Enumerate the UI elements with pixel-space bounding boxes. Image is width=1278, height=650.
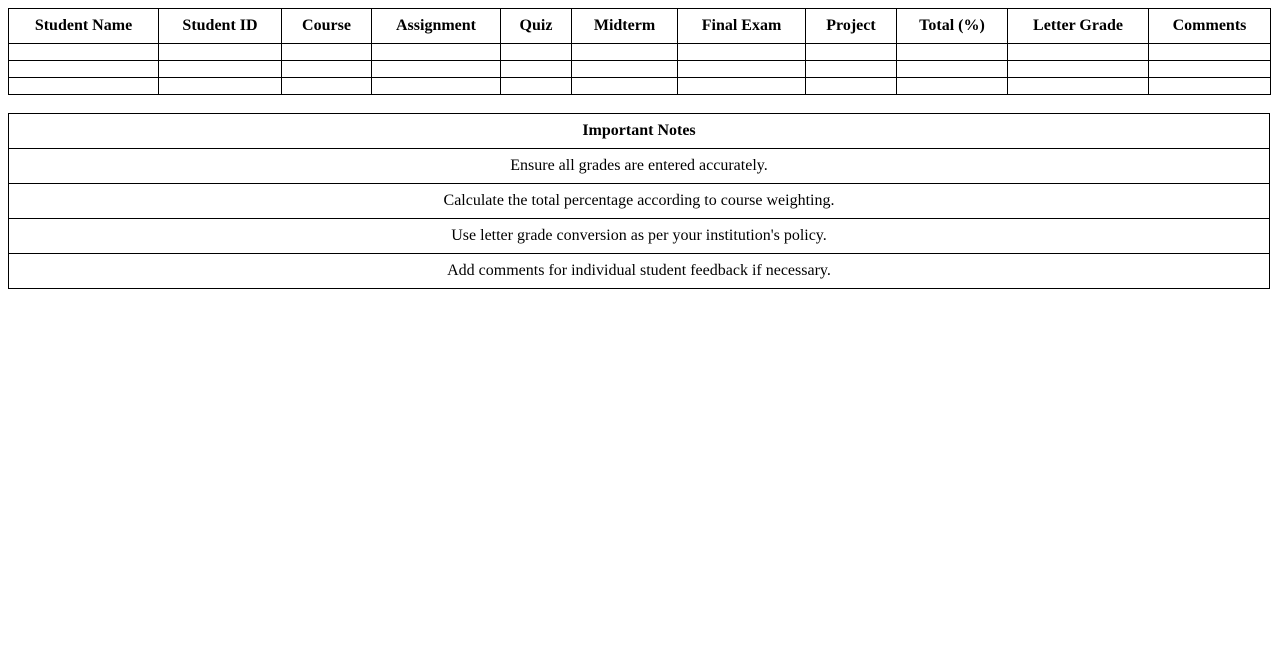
table-cell[interactable] bbox=[372, 44, 501, 61]
note-row bbox=[9, 219, 1270, 254]
table-cell[interactable] bbox=[806, 44, 897, 61]
note-item: Calculate the total percentage according to course weighting. bbox=[9, 184, 1270, 219]
table-cell[interactable] bbox=[372, 61, 501, 78]
table-cell[interactable] bbox=[282, 78, 372, 95]
table-cell[interactable] bbox=[501, 61, 572, 78]
table-cell[interactable] bbox=[282, 61, 372, 78]
note-row bbox=[9, 149, 1270, 184]
table-cell[interactable] bbox=[501, 78, 572, 95]
notes-header-row bbox=[9, 114, 1270, 149]
header-course: Course bbox=[282, 9, 372, 44]
header-final-exam: Final Exam bbox=[678, 9, 806, 44]
table-cell[interactable] bbox=[1149, 61, 1271, 78]
table-cell[interactable] bbox=[9, 78, 159, 95]
table-row bbox=[9, 44, 1271, 61]
table-cell[interactable] bbox=[159, 78, 282, 95]
header-student-id: Student ID bbox=[159, 9, 282, 44]
header-total-percent: Total (%) bbox=[897, 9, 1008, 44]
grade-table bbox=[8, 8, 1271, 95]
table-cell[interactable] bbox=[897, 44, 1008, 61]
grade-table-header-row bbox=[9, 9, 1271, 44]
header-project: Project bbox=[806, 9, 897, 44]
header-student-name: Student Name bbox=[9, 9, 159, 44]
note-item: Add comments for individual student feedback if necessary. bbox=[9, 254, 1270, 289]
table-cell[interactable] bbox=[1149, 78, 1271, 95]
notes-title: Important Notes bbox=[9, 114, 1270, 149]
grade-sheet bbox=[8, 8, 1270, 289]
table-cell[interactable] bbox=[9, 44, 159, 61]
table-cell[interactable] bbox=[9, 61, 159, 78]
note-item: Ensure all grades are entered accurately. bbox=[9, 149, 1270, 184]
table-cell[interactable] bbox=[806, 78, 897, 95]
table-cell[interactable] bbox=[897, 61, 1008, 78]
table-cell[interactable] bbox=[1008, 78, 1149, 95]
table-cell[interactable] bbox=[572, 78, 678, 95]
note-row bbox=[9, 254, 1270, 289]
table-cell[interactable] bbox=[678, 78, 806, 95]
table-cell[interactable] bbox=[159, 61, 282, 78]
table-cell[interactable] bbox=[159, 44, 282, 61]
header-quiz: Quiz bbox=[501, 9, 572, 44]
header-assignment: Assignment bbox=[372, 9, 501, 44]
table-cell[interactable] bbox=[678, 44, 806, 61]
table-cell[interactable] bbox=[897, 78, 1008, 95]
table-cell[interactable] bbox=[806, 61, 897, 78]
table-cell[interactable] bbox=[572, 61, 678, 78]
note-item: Use letter grade conversion as per your institution's policy. bbox=[9, 219, 1270, 254]
table-cell[interactable] bbox=[282, 44, 372, 61]
table-cell[interactable] bbox=[501, 44, 572, 61]
table-row bbox=[9, 61, 1271, 78]
table-cell[interactable] bbox=[1149, 44, 1271, 61]
table-cell[interactable] bbox=[572, 44, 678, 61]
table-cell[interactable] bbox=[372, 78, 501, 95]
table-cell[interactable] bbox=[1008, 61, 1149, 78]
table-row bbox=[9, 78, 1271, 95]
header-letter-grade: Letter Grade bbox=[1008, 9, 1149, 44]
header-comments: Comments bbox=[1149, 9, 1271, 44]
table-cell[interactable] bbox=[1008, 44, 1149, 61]
notes-table bbox=[8, 113, 1270, 289]
header-midterm: Midterm bbox=[572, 9, 678, 44]
table-cell[interactable] bbox=[678, 61, 806, 78]
note-row bbox=[9, 184, 1270, 219]
